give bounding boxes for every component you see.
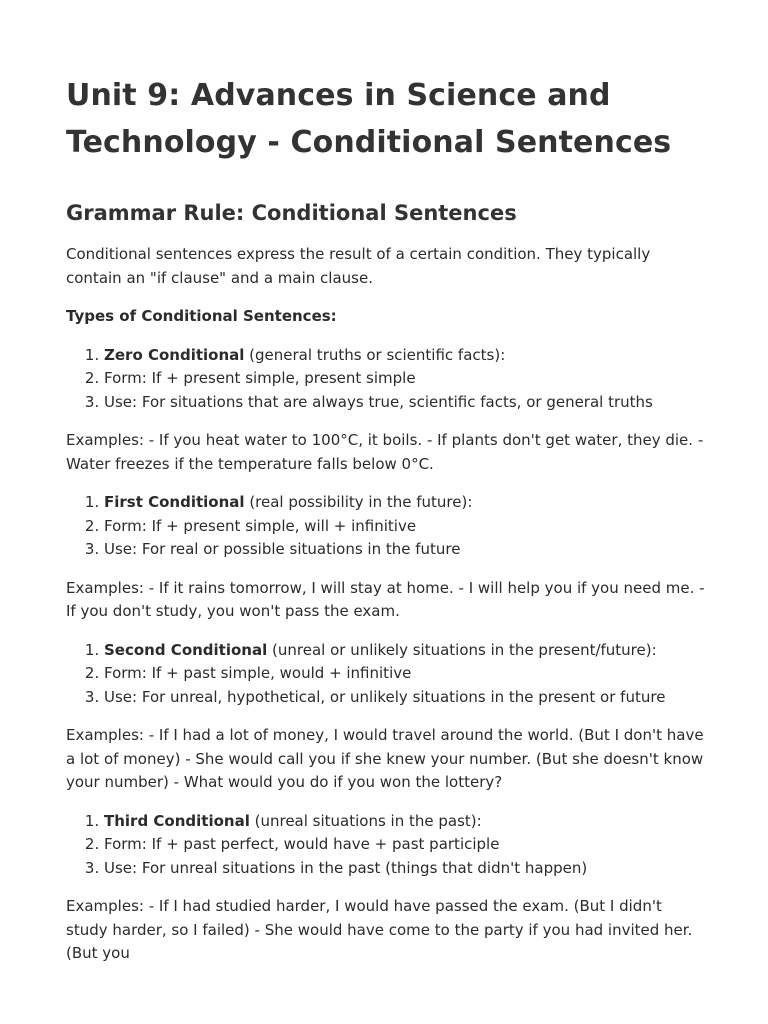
list-item: 2. Form: If + present simple, will + infinitive — [104, 515, 708, 539]
conditional-list-zero — [66, 344, 708, 415]
page-title: Unit 9: Advances in Science and Technology - Conditional Sentences — [66, 78, 672, 160]
intro-paragraph: Conditional sentences express the result of a certain condition. They typically contain an "if clause" and a main clause. — [66, 245, 651, 287]
examples-paragraph: Examples: - If you heat water to 100°C, it boils. - If plants don't get water, they die. - Water freezes if the temperature falls below 0°C. — [66, 431, 704, 473]
list-item: 2. Form: If + past perfect, would have + past participle — [104, 833, 708, 857]
types-label: Types of Conditional Sentences: — [66, 307, 337, 325]
examples-paragraph: Examples: - If I had a lot of money, I would travel around the world. (But I don't have a lot of money) - She would call you if she knew your number. (But she doesn't know your number) - What would you do if you won the lottery? — [66, 726, 704, 791]
list-item: 3. Use: For real or possible situations in the future — [104, 538, 708, 562]
conditional-name: Third Conditional — [104, 811, 250, 830]
conditional-list-third — [66, 810, 708, 881]
conditional-description: (unreal situations in the past): — [249, 811, 482, 830]
list-item — [104, 639, 708, 663]
conditional-name: Zero Conditional — [104, 345, 245, 364]
list-item — [104, 491, 708, 515]
list-item: 3. Use: For situations that are always true, scientific facts, or general truths — [104, 391, 708, 415]
list-item: 3. Use: For unreal situations in the past (things that didn't happen) — [104, 857, 708, 881]
conditional-list-second — [66, 639, 708, 710]
conditional-name: Second Conditional — [104, 640, 268, 659]
conditional-description: (real possibility in the future): — [244, 493, 473, 511]
list-item: 2. Form: If + present simple, present simple — [104, 367, 708, 391]
examples-paragraph: Examples: - If it rains tomorrow, I will stay at home. - I will help you if you need me. - If you don't study, you won't pass the exam. — [66, 578, 705, 620]
list-item: 2. Form: If + past simple, would + infinitive — [104, 662, 708, 686]
conditional-list-first — [66, 491, 708, 562]
list-item — [104, 810, 708, 834]
conditional-description: (general truths or scientific facts): — [244, 345, 506, 364]
list-item: 3. Use: For unreal, hypothetical, or unlikely situations in the present or future — [104, 686, 708, 710]
conditional-description: (unreal or unlikely situations in the present/future): — [267, 640, 657, 659]
section-heading: Grammar Rule: Conditional Sentences — [66, 201, 517, 225]
list-item — [104, 344, 708, 368]
conditional-name: First Conditional — [104, 493, 245, 511]
examples-paragraph: Examples: - If I had studied harder, I would have passed the exam. (But I didn't study harder, so I failed) - She would have come to the party if you had invited her. (But you — [66, 897, 693, 962]
